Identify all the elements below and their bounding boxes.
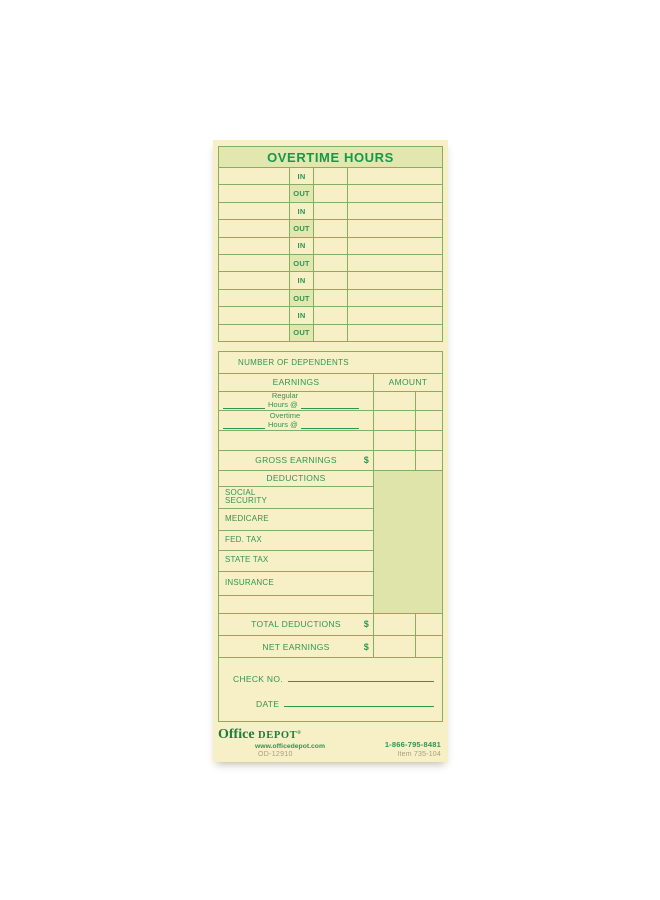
blank-cell (219, 272, 289, 288)
in-out-label: OUT (289, 290, 314, 306)
card-footer (218, 727, 443, 758)
amount-cents-cell (415, 451, 442, 470)
blank-earnings-row (219, 431, 442, 451)
date-label: DATE (256, 699, 280, 710)
dollar-sign: $ (363, 455, 369, 466)
deduction-label: SOCIAL (225, 487, 256, 497)
total-deductions-row (219, 614, 442, 637)
in-out-label: IN (289, 272, 314, 288)
dollar-sign: $ (363, 619, 369, 630)
amount-cents-cell (415, 614, 442, 636)
overtime-hours-label-cell (219, 411, 373, 430)
blank-cell (219, 307, 289, 323)
deduction-label: STATE TAX (225, 555, 269, 565)
payroll-table (218, 351, 443, 722)
time-entry-cell (348, 290, 442, 306)
brand-office: Office (218, 727, 255, 742)
regular-hours-label-cell (219, 392, 373, 411)
dependents-row (219, 352, 442, 374)
deduction-row (219, 551, 373, 572)
in-out-label: OUT (289, 325, 314, 341)
blank-cell (314, 238, 348, 254)
blank-cell (314, 272, 348, 288)
total-deductions-label: TOTAL DEDUCTIONS (251, 619, 341, 630)
amount-dollars-cell (373, 636, 415, 657)
form-code: OD-12910 (258, 751, 293, 758)
dollar-sign: $ (363, 641, 369, 652)
overtime-hours-table (218, 146, 443, 342)
blank-cell (314, 203, 348, 219)
time-row (219, 272, 442, 289)
time-row (219, 185, 442, 202)
time-entry-cell (348, 255, 442, 271)
blank-cell (314, 325, 348, 341)
net-earnings-label-cell (219, 636, 373, 657)
deduction-label: INSURANCE (225, 577, 274, 587)
in-out-label: OUT (289, 255, 314, 271)
blank-cell (219, 238, 289, 254)
regular-hours-row (219, 392, 442, 412)
amount-dollars-cell (373, 451, 415, 470)
blank-cell (219, 255, 289, 271)
in-out-label: OUT (289, 185, 314, 201)
earnings-header-row (219, 374, 442, 392)
amount-dollars-cell (373, 614, 415, 636)
time-entry-cell (348, 168, 442, 184)
website-url: www.officedepot.com (255, 743, 325, 750)
rate-blank-line (223, 402, 265, 409)
time-row (219, 203, 442, 220)
net-earnings-label: NET EARNINGS (262, 641, 330, 652)
blank-cell (219, 168, 289, 184)
check-date-box (219, 658, 442, 721)
amount-cents-cell (415, 636, 442, 657)
time-row (219, 255, 442, 272)
deduction-label: FED. TAX (225, 534, 262, 544)
phone-number: 1-866-795-8481 (384, 740, 441, 749)
date-line (219, 696, 436, 709)
overtime-label: Overtime (269, 411, 301, 421)
time-entry-cell (348, 220, 442, 236)
date-blank-line (284, 706, 434, 707)
deduction-row (219, 509, 373, 531)
amount-dollars-cell (373, 431, 415, 450)
time-entry-cell (348, 203, 442, 219)
gross-earnings-label: GROSS EARNINGS (255, 455, 337, 466)
gross-earnings-label-cell (219, 451, 373, 470)
time-entry-cell (348, 325, 442, 341)
footer-right-block (385, 740, 441, 758)
time-row (219, 238, 442, 255)
item-number: Item 735-104 (397, 751, 441, 758)
deductions-section (219, 471, 442, 614)
blank-cell (314, 255, 348, 271)
time-row (219, 325, 442, 341)
deductions-list (219, 471, 373, 613)
rate-blank-line (223, 422, 265, 429)
time-row (219, 307, 442, 324)
overtime-table-title: OVERTIME HOURS (219, 147, 442, 168)
blank-cell (219, 220, 289, 236)
in-out-label: IN (289, 238, 314, 254)
hours-at-label: Hours @ (268, 420, 298, 430)
check-number-line (219, 671, 436, 684)
time-entry-cell (348, 238, 442, 254)
earnings-header: EARNINGS (272, 377, 320, 388)
in-out-label: IN (289, 307, 314, 323)
registered-mark: ® (297, 731, 301, 736)
total-deductions-label-cell (219, 614, 373, 636)
time-card (213, 140, 448, 762)
amount-cents-cell (415, 431, 442, 450)
time-entry-cell (348, 185, 442, 201)
blank-cell (314, 168, 348, 184)
in-out-label: IN (289, 168, 314, 184)
gross-earnings-row (219, 451, 442, 471)
dependents-label: NUMBER OF DEPENDENTS (238, 357, 349, 367)
brand-depot: DEPOT (258, 730, 298, 741)
blank-cell (219, 185, 289, 201)
blank-cell (314, 307, 348, 323)
blank-deduction-row (219, 596, 373, 613)
time-entry-cell (348, 272, 442, 288)
blank-cell (219, 325, 289, 341)
time-row (219, 168, 442, 185)
blank-cell (219, 290, 289, 306)
time-row (219, 290, 442, 307)
overtime-hours-row (219, 411, 442, 431)
blank-cell (314, 185, 348, 201)
deductions-header: DEDUCTIONS (219, 471, 373, 487)
blank-cell (219, 203, 289, 219)
deduction-label: MEDICARE (225, 513, 269, 523)
amount-cents-cell (415, 392, 442, 411)
check-number-label: CHECK NO. (233, 674, 283, 685)
deduction-row (219, 531, 373, 551)
amount-dollars-cell (373, 411, 415, 430)
blank-cell (314, 220, 348, 236)
deductions-shaded-block (373, 471, 442, 613)
deduction-label: SECURITY (225, 496, 268, 505)
time-entry-cell (348, 307, 442, 323)
in-out-label: OUT (289, 220, 314, 236)
blank-cell (314, 290, 348, 306)
deduction-row (219, 572, 373, 596)
amount-cents-cell (415, 411, 442, 430)
rate-blank-line (301, 402, 359, 409)
amount-dollars-cell (373, 392, 415, 411)
blank-cell (219, 431, 373, 450)
time-row (219, 220, 442, 237)
rate-blank-line (301, 422, 359, 429)
hours-at-label: Hours @ (268, 400, 298, 410)
check-number-blank-line (288, 681, 434, 682)
amount-header: AMOUNT (373, 374, 442, 391)
net-earnings-row (219, 636, 442, 658)
deduction-row (219, 487, 373, 509)
regular-label: Regular (271, 391, 299, 401)
in-out-label: IN (289, 203, 314, 219)
